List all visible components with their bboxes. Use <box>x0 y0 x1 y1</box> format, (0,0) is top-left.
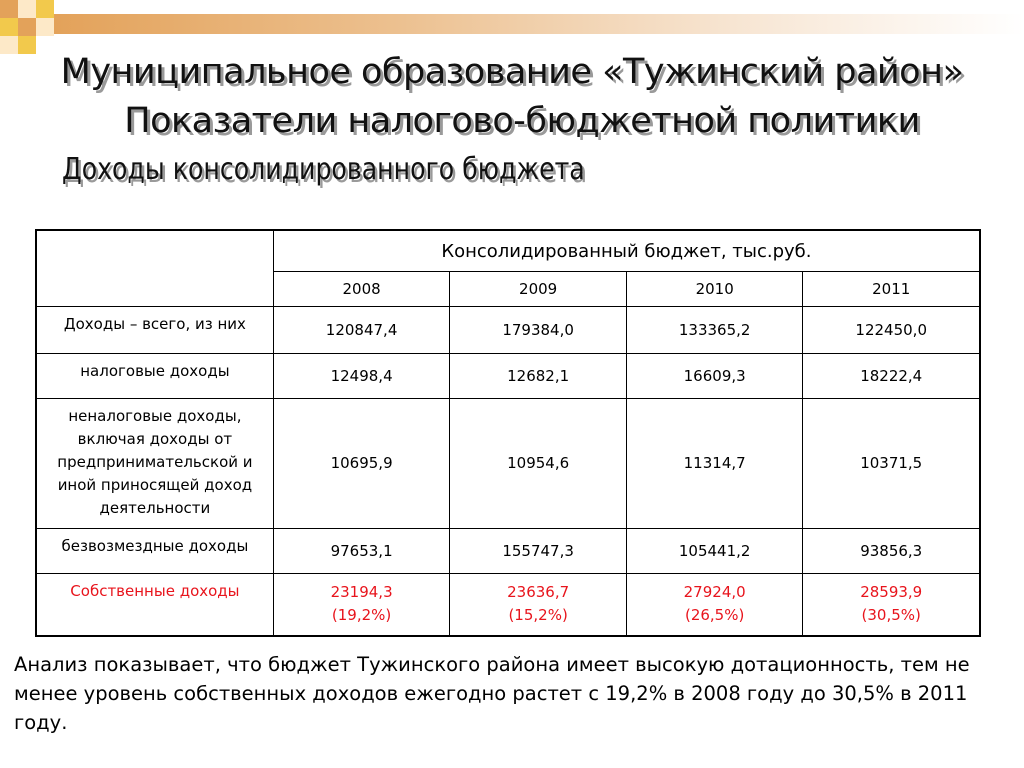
own-income-value: 27924,0 <box>683 583 746 602</box>
own-income-value: 23636,7 <box>507 583 570 602</box>
row-label: Собственные доходы <box>36 574 273 636</box>
table-cell: 97653,1 <box>273 529 450 574</box>
table-cell: 18222,4 <box>803 354 980 399</box>
table-cell: 133365,2 <box>626 307 803 354</box>
header-gradient-bar <box>54 14 1024 34</box>
table-cell: 12682,1 <box>450 354 627 399</box>
own-income-row <box>36 574 980 636</box>
page-title-line2: Показатели налогово-бюджетной политики <box>124 101 920 141</box>
own-income-share: (19,2%) <box>331 606 392 625</box>
table-row <box>36 529 980 574</box>
own-income-share: (26,5%) <box>684 606 745 625</box>
table-row <box>36 354 980 399</box>
row-label: налоговые доходы <box>36 354 273 399</box>
table-cell: 10695,9 <box>273 399 450 529</box>
table-cell <box>450 574 627 636</box>
page-title: Муниципальное образование «Тужинский район» <box>60 52 964 92</box>
year-header: 2011 <box>803 272 980 307</box>
table-cell: 105441,2 <box>626 529 803 574</box>
table-row <box>36 307 980 354</box>
row-label: безвозмездные доходы <box>36 529 273 574</box>
own-income-share: (30,5%) <box>861 606 921 625</box>
analysis-text: Анализ показывает, что бюджет Тужинского района имеет высокую дотационность, тем не менее уровень собственных доходов ежегодно растет с 19,2% в 2008 году до 30,5% в 2011 году. <box>14 653 970 734</box>
table-header-row <box>36 230 980 272</box>
budget-table <box>35 229 981 637</box>
table-cell: 179384,0 <box>450 307 627 354</box>
table-main-header: Консолидированный бюджет, тыс.руб. <box>273 230 980 272</box>
table-row <box>36 399 980 529</box>
table-cell: 120847,4 <box>273 307 450 354</box>
table-cell: 155747,3 <box>450 529 627 574</box>
table-cell <box>803 574 980 636</box>
table-cell: 10954,6 <box>450 399 627 529</box>
table-cell: 93856,3 <box>803 529 980 574</box>
table-cell <box>273 574 450 636</box>
table-cell <box>626 574 803 636</box>
year-header: 2009 <box>450 272 627 307</box>
year-header: 2008 <box>273 272 450 307</box>
table-cell: 122450,0 <box>803 307 980 354</box>
table-corner-cell <box>36 230 273 307</box>
own-income-share: (15,2%) <box>508 606 568 625</box>
table-cell: 12498,4 <box>273 354 450 399</box>
row-label: неналоговые доходы, включая доходы от предпринимательской и иной приносящей доход деятельности <box>36 399 273 529</box>
year-header: 2010 <box>626 272 803 307</box>
table-cell: 16609,3 <box>626 354 803 399</box>
own-income-value: 23194,3 <box>330 583 393 602</box>
row-label: Доходы – всего, из них <box>36 307 273 354</box>
table-cell: 10371,5 <box>803 399 980 529</box>
corner-decoration <box>0 0 1024 60</box>
page-subtitle: Доходы консолидированного бюджета <box>62 152 585 187</box>
table-cell: 11314,7 <box>626 399 803 529</box>
own-income-value: 28593,9 <box>860 583 923 602</box>
